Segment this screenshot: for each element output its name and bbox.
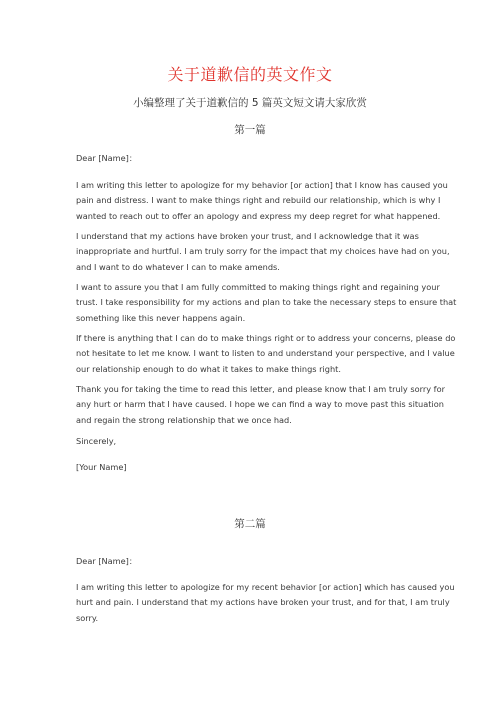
letter-paragraph: If there is anything that I can do to make things right or to address your concerns, please do not hesitate to let me know. I want to listen to and understand your perspective, and I value our relationship enough to do what it takes to make things right.: [76, 333, 456, 374]
section-heading-2: 第二篇: [234, 518, 266, 530]
letter-paragraph: I am writing this letter to apologize for my recent behavior [or action] which has caused you hurt and pain. I understand that my actions have broken your trust, and for that, I am truly sorry.: [76, 582, 455, 623]
letter-paragraph: I want to assure you that I am fully committed to making things right and regaining your trust. I take responsibility for my actions and plan to take the necessary steps to ensure that something like this never happens again.: [76, 282, 457, 323]
document-subtitle: 小编整理了关于道歉信的 5 篇英文短文请大家欣赏: [133, 97, 367, 109]
letter-greeting-1: Dear [Name]：: [76, 153, 138, 163]
letter-closing: Sincerely,: [76, 436, 117, 446]
section-heading-1: 第一篇: [234, 124, 266, 136]
letter-greeting-2: Dear [Name]：: [76, 556, 138, 566]
letter-signature: [Your Name]: [76, 462, 127, 472]
document-title: 关于道歉信的英文作文: [167, 65, 333, 84]
letter-paragraph: I understand that my actions have broken your trust, and I acknowledge that it was inappropriate and hurtful. I am truly sorry for the impact that my choices have had on you, and I want to do whatever I can to make amends.: [76, 231, 450, 272]
letter-paragraph: I am writing this letter to apologize for my behavior [or action] that I know has caused you pain and distress. I want to make things right and rebuild our relationship, which is why I wanted to reach out to offer an apology and express my deep regret for what happened.: [76, 180, 448, 221]
letter-paragraph: Thank you for taking the time to read this letter, and please know that I am truly sorry for any hurt or harm that I have caused. I hope we can find a way to move past this situation and regain the strong relationship that we once had.: [76, 384, 445, 425]
